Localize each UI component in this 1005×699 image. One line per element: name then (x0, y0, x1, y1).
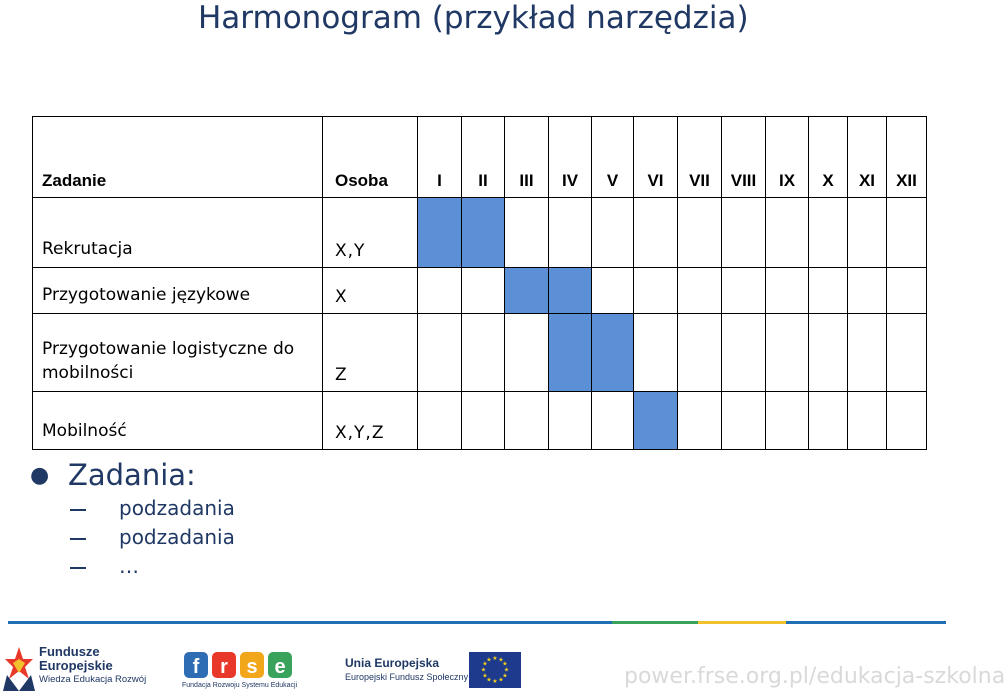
month-cell (887, 198, 927, 268)
month-cell (678, 198, 722, 268)
month-cell (809, 268, 848, 314)
person-cell: X,Y,Z (323, 392, 418, 450)
person-cell: X,Y (323, 198, 418, 268)
month-cell (722, 314, 766, 392)
svg-text:★: ★ (486, 656, 492, 664)
month-cell (887, 392, 927, 450)
month-cell (887, 314, 927, 392)
unia-europejska-logo (345, 656, 468, 683)
star-logo-icon (3, 645, 35, 691)
month-cell (462, 392, 505, 450)
funds-logo-line1: Fundusze (39, 644, 100, 659)
svg-text:★: ★ (502, 672, 508, 680)
list-item (30, 552, 235, 581)
month-cell (766, 392, 809, 450)
month-cell (418, 392, 462, 450)
header-month: X (809, 117, 848, 198)
frse-logo-subtitle: Fundacja Rozwoju Systemu Edukacji (182, 682, 298, 689)
month-cell (549, 198, 592, 268)
month-cell (722, 268, 766, 314)
month-cell (549, 392, 592, 450)
header-month: IX (766, 117, 809, 198)
svg-text:★: ★ (482, 672, 488, 680)
month-cell-active (549, 314, 592, 392)
ue-logo-line1: Unia Europejska (345, 656, 440, 670)
month-cell-active (462, 198, 505, 268)
header-month: XI (848, 117, 887, 198)
month-cell (462, 268, 505, 314)
table-header-row (33, 117, 927, 198)
svg-text:★: ★ (492, 655, 498, 662)
month-cell (418, 314, 462, 392)
month-cell (766, 314, 809, 392)
header-month: II (462, 117, 505, 198)
month-cell (634, 268, 678, 314)
list-item-text: … (119, 554, 139, 578)
list-item-text: podzadania (119, 496, 235, 520)
footer-line-yellow (698, 621, 786, 624)
person-cell: X (323, 268, 418, 314)
header-task: Zadanie (33, 117, 323, 198)
month-cell (809, 392, 848, 450)
svg-text:★: ★ (503, 666, 510, 674)
header-month: I (418, 117, 462, 198)
list-heading-text: Zadania: (68, 458, 196, 492)
funds-logo-line3: Wiedza Edukacja Rozwój (39, 674, 147, 685)
table-row (33, 314, 927, 392)
month-cell-active (418, 198, 462, 268)
table-row (33, 198, 927, 268)
month-cell (505, 198, 549, 268)
table-row (33, 392, 927, 450)
ue-logo-line2: Europejski Fundusz Społeczny (345, 672, 469, 682)
month-cell (848, 198, 887, 268)
month-cell-active (505, 268, 549, 314)
header-month: VI (634, 117, 678, 198)
header-month: XII (887, 117, 927, 198)
task-name-cell: Przygotowanie logistyczne do mobilności (33, 314, 323, 392)
month-cell (592, 392, 634, 450)
month-cell-active (592, 314, 634, 392)
table-row (33, 268, 927, 314)
month-cell (766, 268, 809, 314)
header-month: VIII (722, 117, 766, 198)
list-item-text: podzadania (119, 525, 235, 549)
month-cell-active (634, 392, 678, 450)
month-cell-active (549, 268, 592, 314)
gantt-table (32, 116, 927, 450)
header-month: IV (549, 117, 592, 198)
month-cell (722, 392, 766, 450)
footer-line-blue-2 (786, 621, 946, 624)
month-cell (848, 314, 887, 392)
month-cell (678, 392, 722, 450)
task-name-cell: Przygotowanie językowe (33, 268, 323, 314)
svg-text:★: ★ (492, 678, 498, 685)
svg-text:r: r (220, 656, 228, 678)
month-cell (462, 314, 505, 392)
eu-flag-icon (469, 652, 521, 688)
svg-text:★: ★ (486, 676, 492, 684)
month-cell (809, 198, 848, 268)
month-cell (678, 268, 722, 314)
task-name-cell: Rekrutacja (33, 198, 323, 268)
header-month: V (592, 117, 634, 198)
month-cell (848, 268, 887, 314)
month-cell (505, 314, 549, 392)
fundusze-europejskie-logo (3, 645, 163, 695)
month-cell (848, 392, 887, 450)
svg-text:★: ★ (502, 660, 508, 668)
header-month: III (505, 117, 549, 198)
svg-text:★: ★ (498, 656, 504, 664)
month-cell (634, 198, 678, 268)
svg-text:f: f (192, 656, 200, 678)
footer-line-green (612, 621, 698, 624)
person-cell: Z (323, 314, 418, 392)
task-name-cell: Mobilność (33, 392, 323, 450)
task-list (30, 458, 235, 581)
website-link[interactable]: power.frse.org.pl/edukacja-szkolna (624, 664, 1005, 689)
funds-logo-line2: Europejskie (39, 658, 113, 673)
svg-text:e: e (274, 656, 286, 678)
svg-text:★: ★ (498, 676, 504, 684)
list-heading (30, 458, 235, 494)
list-item (30, 523, 235, 552)
footer-line-blue (8, 621, 612, 624)
bullet-icon: ● (30, 463, 50, 488)
month-cell (592, 198, 634, 268)
frse-letters-icon (182, 648, 294, 680)
frse-logo (182, 648, 302, 696)
svg-text:★: ★ (482, 660, 488, 668)
svg-text:★: ★ (480, 666, 487, 674)
month-cell (887, 268, 927, 314)
month-cell (418, 268, 462, 314)
page-title: Harmonogram (przykład narzędzia) (198, 0, 749, 36)
svg-text:s: s (246, 656, 258, 678)
list-item (30, 494, 235, 523)
month-cell (722, 198, 766, 268)
month-cell (766, 198, 809, 268)
header-person: Osoba (323, 117, 418, 198)
header-month: VII (678, 117, 722, 198)
month-cell (678, 314, 722, 392)
month-cell (634, 314, 678, 392)
month-cell (809, 314, 848, 392)
month-cell (505, 392, 549, 450)
month-cell (592, 268, 634, 314)
